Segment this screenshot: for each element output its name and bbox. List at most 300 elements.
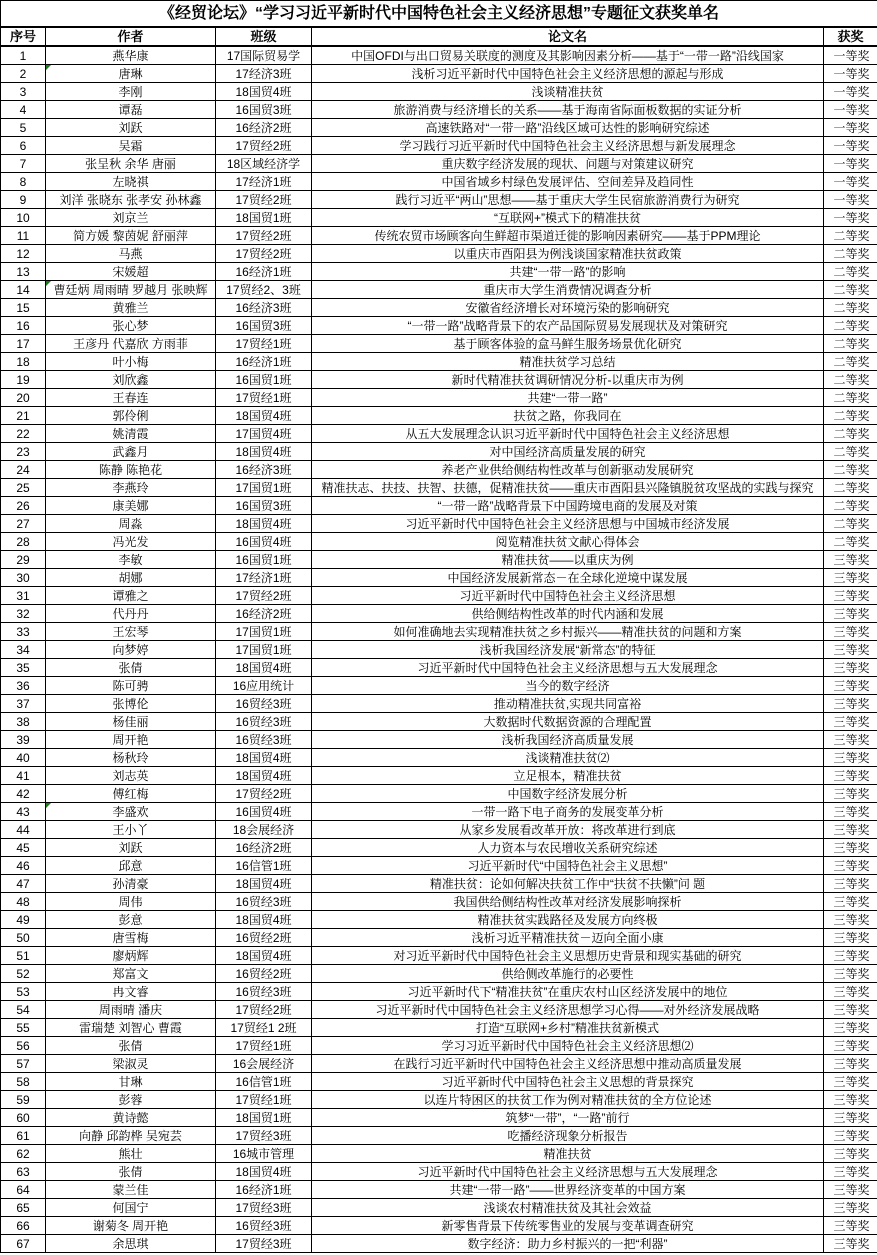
paper-title-cell: 中国省域乡村绿色发展评估、空间差异及趋同性 bbox=[312, 173, 824, 191]
table-row bbox=[1, 335, 877, 353]
row-number-cell: 52 bbox=[1, 965, 46, 983]
authors-cell: 杨佳丽 bbox=[46, 713, 216, 731]
paper-title-cell: 习近平新时代中国特色社会主义经济思想学习心得——对外经济发展战略 bbox=[312, 1001, 824, 1019]
row-number-cell: 51 bbox=[1, 947, 46, 965]
row-number-cell: 54 bbox=[1, 1001, 46, 1019]
row-number-cell: 35 bbox=[1, 659, 46, 677]
authors-cell: 刘京兰 bbox=[46, 209, 216, 227]
authors-cell: 刘跃 bbox=[46, 839, 216, 857]
table-row bbox=[1, 587, 877, 605]
row-number-cell: 56 bbox=[1, 1037, 46, 1055]
row-number-cell: 24 bbox=[1, 461, 46, 479]
class-cell: 16贸经2班 bbox=[216, 929, 312, 947]
paper-title-cell: 中国数字经济发展分析 bbox=[312, 785, 824, 803]
award-cell: 二等奖 bbox=[824, 443, 877, 461]
paper-title-cell: 养老产业供给侧结构性改革与创新驱动发展研究 bbox=[312, 461, 824, 479]
table-row bbox=[1, 1073, 877, 1091]
class-cell: 18国贸4班 bbox=[216, 911, 312, 929]
table-row bbox=[1, 1055, 877, 1073]
table-row bbox=[1, 569, 877, 587]
authors-cell: 雷瑞楚 刘智心 曹霞 bbox=[46, 1019, 216, 1037]
award-cell: 三等奖 bbox=[824, 713, 877, 731]
authors-cell: 张倩 bbox=[46, 1163, 216, 1181]
paper-title-cell: 在践行习近平新时代中国特色社会主义经济思想中推动高质量发展 bbox=[312, 1055, 824, 1073]
row-number-cell: 55 bbox=[1, 1019, 46, 1037]
row-number-cell: 60 bbox=[1, 1109, 46, 1127]
class-cell: 16经济2班 bbox=[216, 839, 312, 857]
class-cell: 16贸经3班 bbox=[216, 893, 312, 911]
row-number-cell: 6 bbox=[1, 137, 46, 155]
award-cell: 一等奖 bbox=[824, 65, 877, 83]
table-row bbox=[1, 983, 877, 1001]
authors-cell: 李敏 bbox=[46, 551, 216, 569]
award-cell: 三等奖 bbox=[824, 785, 877, 803]
authors-cell: 黄雅兰 bbox=[46, 299, 216, 317]
cell-flag-marker-icon bbox=[46, 803, 51, 808]
authors-cell: 代丹丹 bbox=[46, 605, 216, 623]
paper-title-cell: “互联网+”模式下的精准扶贫 bbox=[312, 209, 824, 227]
authors-cell: 曹廷炳 周雨晴 罗越月 张映辉 bbox=[46, 281, 216, 299]
table-row bbox=[1, 821, 877, 839]
paper-title-cell: 精准扶贫——以重庆为例 bbox=[312, 551, 824, 569]
row-number-cell: 66 bbox=[1, 1217, 46, 1235]
award-cell: 三等奖 bbox=[824, 1145, 877, 1163]
table-row bbox=[1, 137, 877, 155]
authors-cell: 刘跃 bbox=[46, 119, 216, 137]
paper-title-cell: 学习习近平新时代中国特色社会主义经济思想⑵ bbox=[312, 1037, 824, 1055]
award-cell: 三等奖 bbox=[824, 623, 877, 641]
row-number-cell: 37 bbox=[1, 695, 46, 713]
class-cell: 18国贸4班 bbox=[216, 83, 312, 101]
paper-title-cell: 践行习近平“两山”思想——基于重庆大学生民宿旅游消费行为研究 bbox=[312, 191, 824, 209]
award-cell: 三等奖 bbox=[824, 947, 877, 965]
table-row bbox=[1, 1163, 877, 1181]
class-cell: 16贸经3班 bbox=[216, 1217, 312, 1235]
paper-title-cell: 供给侧结构性改革的时代内涵和发展 bbox=[312, 605, 824, 623]
class-cell: 16国贸1班 bbox=[216, 551, 312, 569]
award-cell: 三等奖 bbox=[824, 1001, 877, 1019]
paper-title-cell: 如何准确地去实现精准扶贫之乡村振兴——精准扶贫的问题和方案 bbox=[312, 623, 824, 641]
paper-title-cell: 一带一路下电子商务的发展变革分析 bbox=[312, 803, 824, 821]
award-cell: 三等奖 bbox=[824, 1181, 877, 1199]
paper-title-cell: 从家乡发展看改革开放：将改革进行到底 bbox=[312, 821, 824, 839]
paper-title-cell: 习近平新时代中国特色社会主义经济思想与中国城市经济发展 bbox=[312, 515, 824, 533]
class-cell: 17国贸1班 bbox=[216, 623, 312, 641]
award-cell: 三等奖 bbox=[824, 965, 877, 983]
paper-title-cell: 浅析习近平精准扶贫－迈向全面小康 bbox=[312, 929, 824, 947]
award-cell: 三等奖 bbox=[824, 731, 877, 749]
header-authors: 作者 bbox=[46, 27, 216, 46]
table-row bbox=[1, 1199, 877, 1217]
class-cell: 17贸经2班 bbox=[216, 1001, 312, 1019]
table-row bbox=[1, 101, 877, 119]
authors-cell: 蒙兰佳 bbox=[46, 1181, 216, 1199]
paper-title-cell: 精准扶贫：论如何解决扶贫工作中“扶贫不扶懒”问 题 bbox=[312, 875, 824, 893]
class-cell: 18会展经济 bbox=[216, 821, 312, 839]
table-row bbox=[1, 857, 877, 875]
paper-title-cell: 习近平新时代“中国特色社会主义思想” bbox=[312, 857, 824, 875]
award-cell: 三等奖 bbox=[824, 1109, 877, 1127]
authors-cell: 刘志英 bbox=[46, 767, 216, 785]
class-cell: 17贸经2班 bbox=[216, 137, 312, 155]
table-row bbox=[1, 1181, 877, 1199]
row-number-cell: 48 bbox=[1, 893, 46, 911]
class-cell: 18国贸4班 bbox=[216, 659, 312, 677]
paper-title-cell: 精准扶贫实践路径及发展方向终极 bbox=[312, 911, 824, 929]
row-number-cell: 42 bbox=[1, 785, 46, 803]
paper-title-cell: 浅析习近平新时代中国特色社会主义经济思想的源起与形成 bbox=[312, 65, 824, 83]
table-row bbox=[1, 371, 877, 389]
paper-title-cell: 从五大发展理念认识习近平新时代中国特色社会主义经济思想 bbox=[312, 425, 824, 443]
table-header-row bbox=[1, 27, 877, 46]
authors-cell: 张博伦 bbox=[46, 695, 216, 713]
class-cell: 17贸经3班 bbox=[216, 1199, 312, 1217]
paper-title-cell: 共建“一带一路” bbox=[312, 389, 824, 407]
authors-cell: 燕华康 bbox=[46, 46, 216, 65]
table-row bbox=[1, 173, 877, 191]
row-number-cell: 38 bbox=[1, 713, 46, 731]
authors-cell: 刘欣鑫 bbox=[46, 371, 216, 389]
class-cell: 16贸经3班 bbox=[216, 713, 312, 731]
award-cell: 三等奖 bbox=[824, 1235, 877, 1253]
class-cell: 16经济3班 bbox=[216, 299, 312, 317]
award-cell: 三等奖 bbox=[824, 821, 877, 839]
award-cell: 三等奖 bbox=[824, 749, 877, 767]
class-cell: 16国贸4班 bbox=[216, 533, 312, 551]
class-cell: 16会展经济 bbox=[216, 1055, 312, 1073]
class-cell: 18国贸4班 bbox=[216, 443, 312, 461]
authors-cell: 周伟 bbox=[46, 893, 216, 911]
table-row bbox=[1, 659, 877, 677]
table-row bbox=[1, 929, 877, 947]
authors-cell: 谭雅之 bbox=[46, 587, 216, 605]
paper-title-cell: 数字经济：助力乡村振兴的一把“利器” bbox=[312, 1235, 824, 1253]
paper-title-cell: 浅谈农村精准扶贫及其社会效益 bbox=[312, 1199, 824, 1217]
row-number-cell: 34 bbox=[1, 641, 46, 659]
paper-title-cell: 我国供给侧结构性改革对经济发展影响探析 bbox=[312, 893, 824, 911]
award-cell: 三等奖 bbox=[824, 695, 877, 713]
class-cell: 18区域经济学 bbox=[216, 155, 312, 173]
award-cell: 二等奖 bbox=[824, 425, 877, 443]
class-cell: 16贸经3班 bbox=[216, 983, 312, 1001]
row-number-cell: 4 bbox=[1, 101, 46, 119]
table-row bbox=[1, 209, 877, 227]
award-cell: 三等奖 bbox=[824, 659, 877, 677]
table-row bbox=[1, 1091, 877, 1109]
row-number-cell: 27 bbox=[1, 515, 46, 533]
class-cell: 17贸经1班 bbox=[216, 1091, 312, 1109]
authors-cell: 吴霜 bbox=[46, 137, 216, 155]
authors-cell: 甘琳 bbox=[46, 1073, 216, 1091]
class-cell: 16城市管理 bbox=[216, 1145, 312, 1163]
authors-cell: 陈可骋 bbox=[46, 677, 216, 695]
row-number-cell: 43 bbox=[1, 803, 46, 821]
cell-flag-marker-icon bbox=[46, 65, 51, 70]
paper-title-cell: 高速铁路对“一带一路”沿线区域可达性的影响研究综述 bbox=[312, 119, 824, 137]
row-number-cell: 16 bbox=[1, 317, 46, 335]
award-cell: 三等奖 bbox=[824, 1073, 877, 1091]
header-row-number: 序号 bbox=[1, 27, 46, 46]
award-cell: 三等奖 bbox=[824, 1019, 877, 1037]
table-body bbox=[1, 46, 877, 1253]
paper-title-cell: 基于顾客体验的盒马鲜生服务场景优化研究 bbox=[312, 335, 824, 353]
paper-title-cell: 浅析我国经济发展“新常态”的特征 bbox=[312, 641, 824, 659]
authors-cell: 熊壮 bbox=[46, 1145, 216, 1163]
table-row bbox=[1, 119, 877, 137]
class-cell: 18国贸4班 bbox=[216, 515, 312, 533]
authors-cell: 唐雪梅 bbox=[46, 929, 216, 947]
row-number-cell: 21 bbox=[1, 407, 46, 425]
award-cell: 三等奖 bbox=[824, 1055, 877, 1073]
table-row bbox=[1, 515, 877, 533]
authors-cell: 陈静 陈艳花 bbox=[46, 461, 216, 479]
class-cell: 17贸经2、3班 bbox=[216, 281, 312, 299]
row-number-cell: 2 bbox=[1, 65, 46, 83]
row-number-cell: 50 bbox=[1, 929, 46, 947]
class-cell: 16经济3班 bbox=[216, 461, 312, 479]
award-cell: 三等奖 bbox=[824, 839, 877, 857]
paper-title-cell: 人力资本与农民增收关系研究综述 bbox=[312, 839, 824, 857]
award-cell: 三等奖 bbox=[824, 569, 877, 587]
table-row bbox=[1, 965, 877, 983]
award-cell: 三等奖 bbox=[824, 983, 877, 1001]
class-cell: 16经济1班 bbox=[216, 353, 312, 371]
paper-title-cell: 重庆市大学生消费情况调查分析 bbox=[312, 281, 824, 299]
row-number-cell: 61 bbox=[1, 1127, 46, 1145]
row-number-cell: 57 bbox=[1, 1055, 46, 1073]
authors-cell: 谢菊冬 周开艳 bbox=[46, 1217, 216, 1235]
paper-title-cell: 吃播经济现象分析报告 bbox=[312, 1127, 824, 1145]
row-number-cell: 47 bbox=[1, 875, 46, 893]
table-row bbox=[1, 227, 877, 245]
table-row bbox=[1, 407, 877, 425]
authors-cell: 李盛欢 bbox=[46, 803, 216, 821]
paper-title-cell: 新时代精准扶贫调研情况分析-以重庆市为例 bbox=[312, 371, 824, 389]
award-cell: 二等奖 bbox=[824, 245, 877, 263]
row-number-cell: 22 bbox=[1, 425, 46, 443]
authors-cell: 郭伶俐 bbox=[46, 407, 216, 425]
class-cell: 17国际贸易学 bbox=[216, 46, 312, 65]
authors-cell: 冉文睿 bbox=[46, 983, 216, 1001]
paper-title-cell: 对习近平新时代中国特色社会主义思想历史背景和现实基础的研究 bbox=[312, 947, 824, 965]
authors-cell: 王春连 bbox=[46, 389, 216, 407]
table-row bbox=[1, 1019, 877, 1037]
paper-title-cell: 精准扶贫 bbox=[312, 1145, 824, 1163]
table-row bbox=[1, 479, 877, 497]
award-cell: 三等奖 bbox=[824, 1217, 877, 1235]
row-number-cell: 59 bbox=[1, 1091, 46, 1109]
table-row bbox=[1, 1001, 877, 1019]
paper-title-cell: 中国OFDI与出口贸易关联度的测度及其影响因素分析——基于“一带一路”沿线国家 bbox=[312, 46, 824, 65]
authors-cell: 余思琪 bbox=[46, 1235, 216, 1253]
table-row bbox=[1, 299, 877, 317]
table-row bbox=[1, 677, 877, 695]
class-cell: 17国贸1班 bbox=[216, 641, 312, 659]
award-cell: 二等奖 bbox=[824, 389, 877, 407]
class-cell: 18国贸4班 bbox=[216, 1163, 312, 1181]
paper-title-cell: 当今的数字经济 bbox=[312, 677, 824, 695]
class-cell: 18国贸4班 bbox=[216, 407, 312, 425]
row-number-cell: 1 bbox=[1, 46, 46, 65]
award-cell: 三等奖 bbox=[824, 1127, 877, 1145]
award-cell: 二等奖 bbox=[824, 299, 877, 317]
table-row bbox=[1, 46, 877, 65]
row-number-cell: 36 bbox=[1, 677, 46, 695]
row-number-cell: 18 bbox=[1, 353, 46, 371]
authors-cell: 李燕玲 bbox=[46, 479, 216, 497]
table-row bbox=[1, 1037, 877, 1055]
row-number-cell: 23 bbox=[1, 443, 46, 461]
class-cell: 17贸经1班 bbox=[216, 1037, 312, 1055]
award-cell: 一等奖 bbox=[824, 119, 877, 137]
award-cell: 一等奖 bbox=[824, 155, 877, 173]
authors-cell: 宋媛超 bbox=[46, 263, 216, 281]
award-cell: 三等奖 bbox=[824, 1199, 877, 1217]
paper-title-cell: 习近平新时代中国特色社会主义思想的背景探究 bbox=[312, 1073, 824, 1091]
class-cell: 16贸经3班 bbox=[216, 731, 312, 749]
class-cell: 17国贸1班 bbox=[216, 479, 312, 497]
table-row bbox=[1, 1127, 877, 1145]
authors-cell: 周雨晴 潘庆 bbox=[46, 1001, 216, 1019]
class-cell: 18国贸4班 bbox=[216, 749, 312, 767]
row-number-cell: 26 bbox=[1, 497, 46, 515]
class-cell: 17经济3班 bbox=[216, 65, 312, 83]
authors-cell: 康美娜 bbox=[46, 497, 216, 515]
paper-title-cell: 精准扶贫学习总结 bbox=[312, 353, 824, 371]
row-number-cell: 33 bbox=[1, 623, 46, 641]
class-cell: 17经济1班 bbox=[216, 569, 312, 587]
table-row bbox=[1, 1145, 877, 1163]
authors-cell: 向梦婷 bbox=[46, 641, 216, 659]
paper-title-cell: 习近平新时代中国特色社会主义经济思想与五大发展理念 bbox=[312, 659, 824, 677]
table-row bbox=[1, 245, 877, 263]
paper-title-cell: 习近平新时代下“精准扶贫”在重庆农村山区经济发展中的地位 bbox=[312, 983, 824, 1001]
authors-cell: 何国宁 bbox=[46, 1199, 216, 1217]
award-cell: 三等奖 bbox=[824, 677, 877, 695]
table-row bbox=[1, 947, 877, 965]
row-number-cell: 62 bbox=[1, 1145, 46, 1163]
class-cell: 17贸经1 2班 bbox=[216, 1019, 312, 1037]
table-row bbox=[1, 155, 877, 173]
class-cell: 17贸经2班 bbox=[216, 191, 312, 209]
row-number-cell: 49 bbox=[1, 911, 46, 929]
authors-cell: 王彦丹 代嘉欣 方雨菲 bbox=[46, 335, 216, 353]
award-cell: 二等奖 bbox=[824, 353, 877, 371]
authors-cell: 张倩 bbox=[46, 659, 216, 677]
award-cell: 一等奖 bbox=[824, 83, 877, 101]
authors-cell: 杨秋玲 bbox=[46, 749, 216, 767]
row-number-cell: 5 bbox=[1, 119, 46, 137]
award-cell: 二等奖 bbox=[824, 407, 877, 425]
authors-cell: 梁淑灵 bbox=[46, 1055, 216, 1073]
award-cell: 二等奖 bbox=[824, 533, 877, 551]
paper-title-cell: 中国经济发展新常态－在全球化逆境中谋发展 bbox=[312, 569, 824, 587]
authors-cell: 廖炳辉 bbox=[46, 947, 216, 965]
row-number-cell: 25 bbox=[1, 479, 46, 497]
row-number-cell: 28 bbox=[1, 533, 46, 551]
table-row bbox=[1, 443, 877, 461]
table-row bbox=[1, 785, 877, 803]
table-row bbox=[1, 713, 877, 731]
row-number-cell: 30 bbox=[1, 569, 46, 587]
class-cell: 16经济1班 bbox=[216, 1181, 312, 1199]
page-title: 《经贸论坛》“学习习近平新时代中国特色社会主义经济思想”专题征文获奖单名 bbox=[1, 1, 877, 28]
award-cell: 二等奖 bbox=[824, 461, 877, 479]
class-cell: 16国贸3班 bbox=[216, 497, 312, 515]
table-row bbox=[1, 695, 877, 713]
table-row bbox=[1, 425, 877, 443]
table-row bbox=[1, 875, 877, 893]
paper-title-cell: 大数据时代数据资源的合理配置 bbox=[312, 713, 824, 731]
row-number-cell: 29 bbox=[1, 551, 46, 569]
award-cell: 二等奖 bbox=[824, 479, 877, 497]
table-row bbox=[1, 911, 877, 929]
paper-title-cell: 以连片特困区的扶贫工作为例对精准扶贫的全方位论述 bbox=[312, 1091, 824, 1109]
paper-title-cell: 以重庆市酉阳县为例浅谈国家精准扶贫政策 bbox=[312, 245, 824, 263]
paper-title-cell: 共建“一带一路”的影响 bbox=[312, 263, 824, 281]
award-cell: 三等奖 bbox=[824, 641, 877, 659]
paper-title-cell: 阅览精准扶贫文献心得体会 bbox=[312, 533, 824, 551]
paper-title-cell: “一带一路”战略背景下中国跨境电商的发展及对策 bbox=[312, 497, 824, 515]
award-cell: 一等奖 bbox=[824, 46, 877, 65]
table-row bbox=[1, 191, 877, 209]
row-number-cell: 46 bbox=[1, 857, 46, 875]
paper-title-cell: 传统农贸市场顾客向生鲜超市渠道迁徙的影响因素研究——基于PPM理论 bbox=[312, 227, 824, 245]
paper-title-cell: 新零售背景下传统零售业的发展与变革调查研究 bbox=[312, 1217, 824, 1235]
paper-title-cell: 浅析我国经济高质量发展 bbox=[312, 731, 824, 749]
row-number-cell: 14 bbox=[1, 281, 46, 299]
authors-cell: 左晓祺 bbox=[46, 173, 216, 191]
award-cell: 一等奖 bbox=[824, 101, 877, 119]
class-cell: 17贸经2班 bbox=[216, 785, 312, 803]
authors-cell: 王小丫 bbox=[46, 821, 216, 839]
title-row bbox=[1, 1, 877, 28]
header-class: 班级 bbox=[216, 27, 312, 46]
authors-cell: 简方媛 黎茵妮 舒丽萍 bbox=[46, 227, 216, 245]
paper-title-cell: 扶贫之路，你我同在 bbox=[312, 407, 824, 425]
header-award: 获奖 bbox=[824, 27, 877, 46]
award-cell: 二等奖 bbox=[824, 263, 877, 281]
table-row bbox=[1, 497, 877, 515]
award-cell: 三等奖 bbox=[824, 1163, 877, 1181]
class-cell: 16信管1班 bbox=[216, 857, 312, 875]
paper-title-cell: 习近平新时代中国特色社会主义经济思想 bbox=[312, 587, 824, 605]
class-cell: 16经济2班 bbox=[216, 119, 312, 137]
authors-cell: 傅红梅 bbox=[46, 785, 216, 803]
authors-cell: 孙清豪 bbox=[46, 875, 216, 893]
class-cell: 16国贸1班 bbox=[216, 371, 312, 389]
class-cell: 17经济1班 bbox=[216, 173, 312, 191]
row-number-cell: 11 bbox=[1, 227, 46, 245]
award-cell: 二等奖 bbox=[824, 371, 877, 389]
table-row bbox=[1, 623, 877, 641]
table-row bbox=[1, 767, 877, 785]
row-number-cell: 45 bbox=[1, 839, 46, 857]
row-number-cell: 17 bbox=[1, 335, 46, 353]
class-cell: 16经济2班 bbox=[216, 605, 312, 623]
authors-cell: 周淼 bbox=[46, 515, 216, 533]
award-cell: 二等奖 bbox=[824, 227, 877, 245]
table-row bbox=[1, 461, 877, 479]
award-cell: 三等奖 bbox=[824, 767, 877, 785]
row-number-cell: 64 bbox=[1, 1181, 46, 1199]
authors-cell: 彭意 bbox=[46, 911, 216, 929]
class-cell: 16应用统计 bbox=[216, 677, 312, 695]
class-cell: 16经济1班 bbox=[216, 263, 312, 281]
table-row bbox=[1, 83, 877, 101]
row-number-cell: 31 bbox=[1, 587, 46, 605]
authors-cell: 张呈秋 余华 唐丽 bbox=[46, 155, 216, 173]
